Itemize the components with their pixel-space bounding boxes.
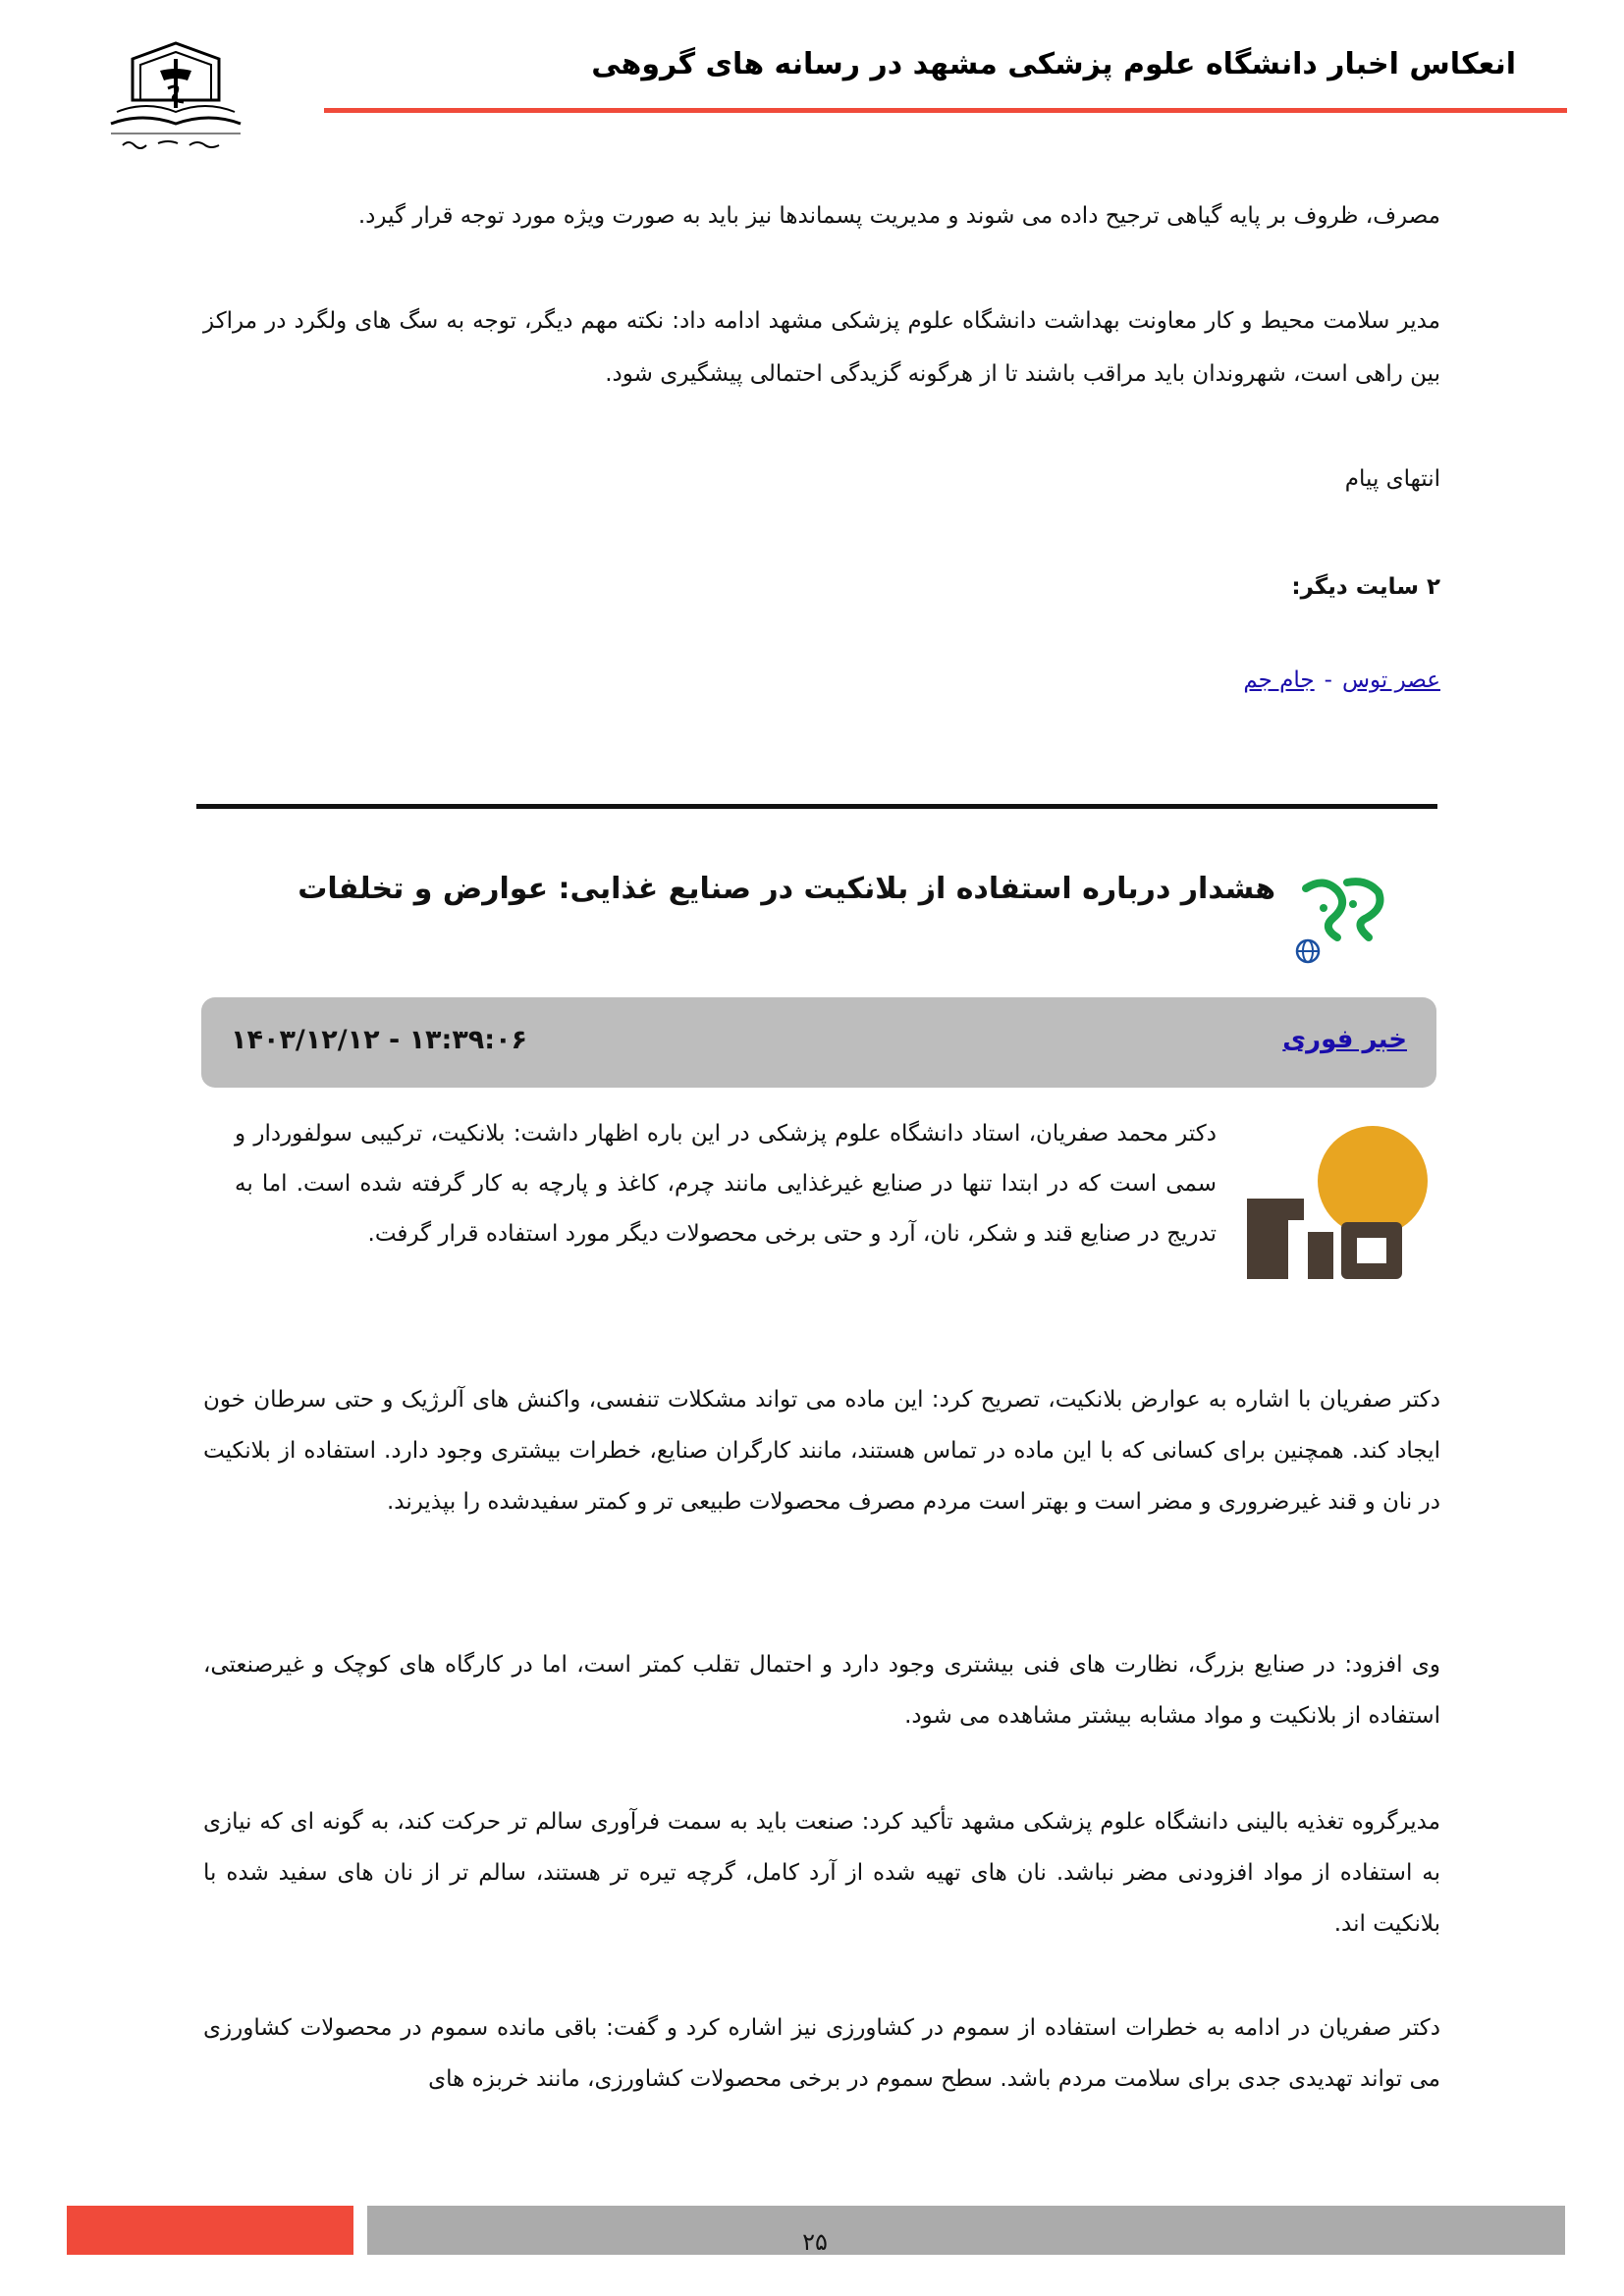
article-meta-bar	[201, 997, 1436, 1088]
footer-bar	[367, 2206, 1565, 2255]
article-title: هشدار درباره استفاده از بلانکیت در صنایع غذایی: عوارض و تخلفات	[298, 872, 1275, 906]
paragraph: وی افزود: در صنایع بزرگ، نظارت های فنی بیشتری وجود دارد و احتمال تقلب کمتر است، اما در کارگاه های کوچک و غیرصنعتی، استفاده از بلانکیت و مواد مشابه بیشتر مشاهده می شود.	[203, 1652, 1440, 1729]
other-sites-label: ۲ سایت دیگر:	[1291, 574, 1440, 600]
paragraph: مدیر سلامت محیط و کار معاونت بهداشت دانشگاه علوم پزشکی مشهد ادامه داد: نکته مهم دیگر، توجه به سگ های ولگرد در مراکز بین راهی است، شهروندان باید مراقب باشند تا از هرگونه گزیدگی احتمالی پیشگیری شود.	[203, 308, 1440, 387]
fararu-logo-icon	[1225, 1114, 1432, 1296]
paragraph: مدیرگروه تغذیه بالینی دانشگاه علوم پزشکی مشهد تأکید کرد: صنعت باید به سمت فرآوری سالم تر حرکت کند، به گونه ای که نیازی به استفاده از مواد افزودنی مضر نباشد. نان های تهیه شده از آرد کامل، گرچه تیره تر هستند، سالم تر از نان های سفید شده با بلانکیت اند.	[203, 1809, 1440, 1937]
page-number: ۲۵	[802, 2228, 828, 2256]
end-of-message: انتهای پیام	[1344, 466, 1440, 492]
globe-icon	[1297, 940, 1319, 962]
link-jam-jam[interactable]: جام جم	[1243, 667, 1315, 693]
article-lead: دکتر محمد صفریان، استاد دانشگاه علوم پزشکی در این باره اظهار داشت: بلانکیت، ترکیبی سولفوردار و سمی است که در ابتدا تنها در صنایع غیرغذایی مانند چرم، کاغذ و پارچه به کار گرفته شده است. اما به تدریج در صنایع قند و شکر، نان، آرد و حتی برخی محصولات دیگر مورد استفاده قرار گرفت.	[235, 1121, 1217, 1247]
section-divider	[196, 804, 1437, 809]
university-logo-icon	[103, 39, 248, 165]
footer-accent-bar	[67, 2206, 353, 2255]
article-date: ۱۴۰۳/۱۲/۱۲ - ۱۳:۳۹:۰۶	[231, 1025, 528, 1055]
other-sites-links	[1243, 667, 1440, 693]
paragraph: دکتر صفریان با اشاره به عوارض بلانکیت، تصریح کرد: این ماده می تواند مشکلات تنفسی، واکنش های آلرژیک و حتی سرطان خون ایجاد کند. همچنین برای کسانی که با این ماده در تماس هستند، مانند کارگران صنایع، خطرات بیشتری وجود دارد. استفاده از بلانکیت در نان و قند غیرضروری و مضر است و بهتر است مردم مصرف محصولات طبیعی تر و کمتر سفیدشده را بپذیرند.	[203, 1387, 1440, 1515]
khabar-fori-logo-icon	[1294, 869, 1392, 967]
header-title: انعکاس اخبار دانشگاه علوم پزشکی مشهد در رسانه های گروهی	[591, 47, 1516, 81]
link-asr-toos[interactable]: عصر توس	[1341, 667, 1440, 693]
article-source-link[interactable]: خبر فوری	[1282, 1025, 1407, 1054]
link-separator: -	[1324, 667, 1332, 693]
paragraph: دکتر صفریان در ادامه به خطرات استفاده از سموم در کشاورزی نیز اشاره کرد و گفت: باقی مانده سموم در محصولات کشاورزی می تواند تهدیدی جدی برای سلامت مردم باشد. سطح سموم در برخی محصولات کشاورزی، مانند خربزه های	[203, 2015, 1440, 2092]
paragraph: مصرف، ظروف بر پایه گیاهی ترجیح داده می شوند و مدیریت پسماندها نیز باید به صورت ویژه مورد توجه قرار گیرد.	[357, 203, 1440, 229]
header-rule	[324, 108, 1567, 113]
